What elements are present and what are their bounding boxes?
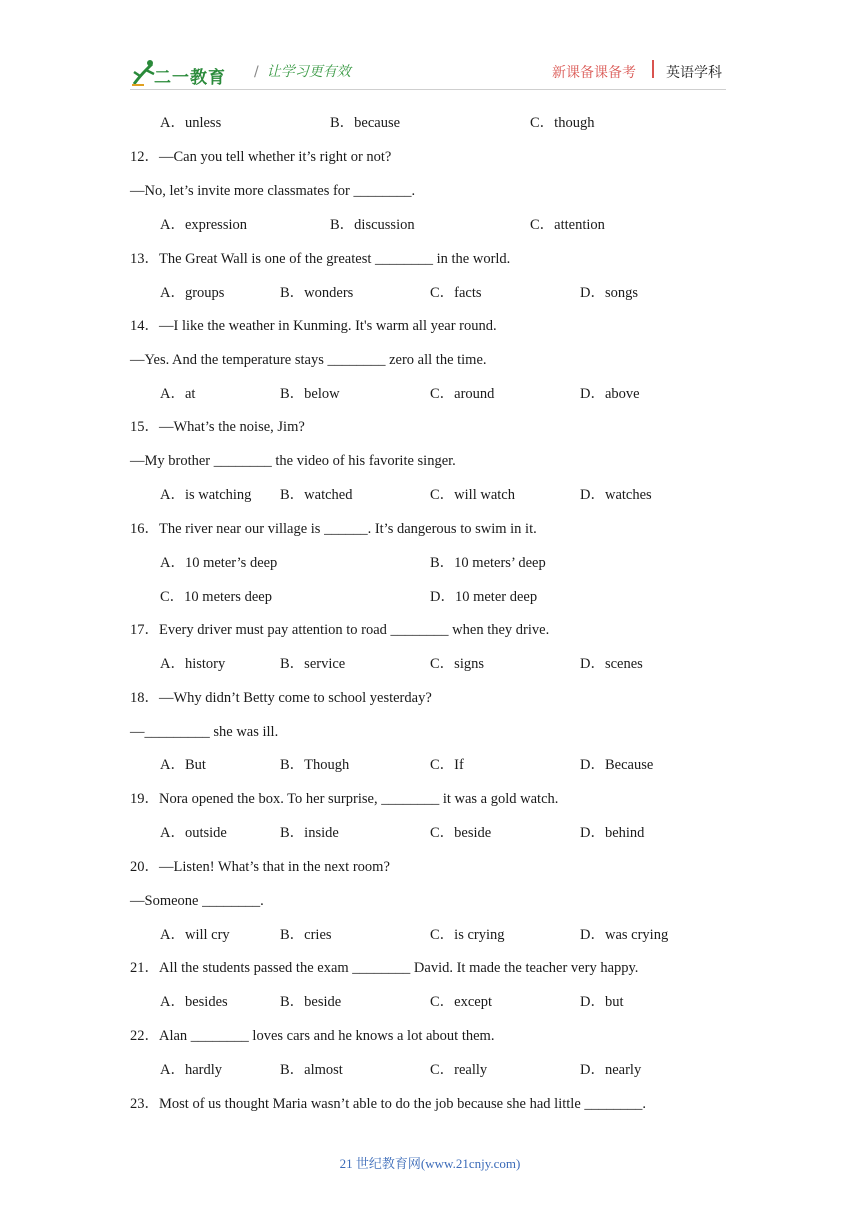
answer-option: D．Because <box>580 757 654 773</box>
slogan-text: 让学习更有效 <box>266 64 351 80</box>
answer-option: D．10 meter deep <box>430 589 538 605</box>
options-row <box>0 112 860 134</box>
answer-option: C．though <box>530 115 595 131</box>
answer-option: A．history <box>160 656 226 672</box>
question-line: 20．—Listen! What’s that in the next room? <box>130 859 390 875</box>
answer-option: B．10 meters’ deep <box>430 555 546 571</box>
answer-option: C．attention <box>530 217 605 233</box>
answer-option: C．10 meters deep <box>160 589 272 605</box>
options-row <box>0 586 860 608</box>
question-line: 19．Nora opened the box. To her surprise, ________ it was a gold watch. <box>130 791 559 807</box>
options-row <box>0 991 860 1013</box>
header-divider <box>130 89 726 90</box>
answer-option: D．was crying <box>580 927 669 943</box>
question-line: —Yes. And the temperature stays ________ zero all the time. <box>130 352 487 368</box>
question-line: 18．—Why didn’t Betty come to school yesterday? <box>130 690 432 706</box>
answer-option: C．If <box>430 757 464 773</box>
question-line: 21．All the students passed the exam ________ David. It made the teacher very happy. <box>130 960 639 976</box>
answer-option: B．wonders <box>280 285 354 301</box>
answer-option: A．will cry <box>160 927 230 943</box>
page-header <box>130 52 726 92</box>
answer-option: B．almost <box>280 1062 343 1078</box>
options-row <box>0 282 860 304</box>
answer-option: A．besides <box>160 994 228 1010</box>
question-line: 16．The river near our village is ______. It’s dangerous to swim in it. <box>130 521 537 537</box>
page-footer: 21 世纪教育网(www.21cnjy.com) <box>339 1156 521 1171</box>
options-row <box>0 924 860 946</box>
answer-option: A．expression <box>160 217 247 233</box>
answer-option: B．inside <box>280 825 339 841</box>
answer-option: D．nearly <box>580 1062 642 1078</box>
question-line: —Someone ________. <box>130 893 264 909</box>
options-row <box>0 484 860 506</box>
question-line: 22．Alan ________ loves cars and he knows a lot about them. <box>130 1028 495 1044</box>
answer-option: D．above <box>580 386 640 402</box>
answer-option: B．discussion <box>330 217 415 233</box>
answer-option: A．at <box>160 386 196 402</box>
answer-option: D．behind <box>580 825 645 841</box>
answer-option: A．10 meter’s deep <box>160 555 278 571</box>
question-line: —_________ she was ill. <box>130 724 279 740</box>
options-row <box>0 1059 860 1081</box>
question-line: 13．The Great Wall is one of the greatest ________ in the world. <box>130 251 511 267</box>
answer-option: B．watched <box>280 487 353 503</box>
answer-option: C．signs <box>430 656 484 672</box>
header-separator <box>652 60 654 78</box>
answer-option: B．beside <box>280 994 342 1010</box>
answer-option: B．because <box>330 115 401 131</box>
answer-option: D．but <box>580 994 624 1010</box>
answer-option: C．except <box>430 994 493 1010</box>
options-row <box>0 754 860 776</box>
question-line: —My brother ________ the video of his favorite singer. <box>130 453 456 469</box>
answer-option: A．hardly <box>160 1062 223 1078</box>
question-line: —No, let’s invite more classmates for ________. <box>130 183 416 199</box>
answer-option: C．beside <box>430 825 492 841</box>
slogan <box>254 61 351 81</box>
header-tag-course: 新课备课备考 <box>552 65 636 81</box>
question-line: 15．—What’s the noise, Jim? <box>130 419 305 435</box>
logo-text: 二一教育 <box>154 68 226 88</box>
logo <box>130 58 248 88</box>
answer-option: B．service <box>280 656 346 672</box>
question-line: 17．Every driver must pay attention to road ________ when they drive. <box>130 622 550 638</box>
answer-option: B．below <box>280 386 340 402</box>
header-tag-subject: 英语学科 <box>666 65 722 81</box>
answer-option: A．groups <box>160 285 225 301</box>
answer-option: A．is watching <box>160 487 252 503</box>
options-row <box>0 214 860 236</box>
answer-option: B．Though <box>280 757 350 773</box>
options-row <box>0 552 860 574</box>
question-line: 23．Most of us thought Maria wasn’t able to do the job because she had little ________. <box>130 1096 647 1112</box>
question-line: 14．—I like the weather in Kunming. It's warm all year round. <box>130 318 497 334</box>
answer-option: A．outside <box>160 825 227 841</box>
answer-option: C．is crying <box>430 927 505 943</box>
answer-option: A．But <box>160 757 206 773</box>
options-row <box>0 653 860 675</box>
answer-option: D．scenes <box>580 656 643 672</box>
answer-option: C．really <box>430 1062 488 1078</box>
answer-option: A．unless <box>160 115 222 131</box>
answer-option: C．around <box>430 386 495 402</box>
answer-option: D．songs <box>580 285 639 301</box>
answer-option: C．will watch <box>430 487 515 503</box>
answer-option: D．watches <box>580 487 652 503</box>
question-line: 12．—Can you tell whether it’s right or not? <box>130 149 392 165</box>
options-row <box>0 822 860 844</box>
options-row <box>0 383 860 405</box>
slogan-slash: / <box>254 64 259 80</box>
answer-option: C．facts <box>430 285 482 301</box>
answer-option: B．cries <box>280 927 332 943</box>
